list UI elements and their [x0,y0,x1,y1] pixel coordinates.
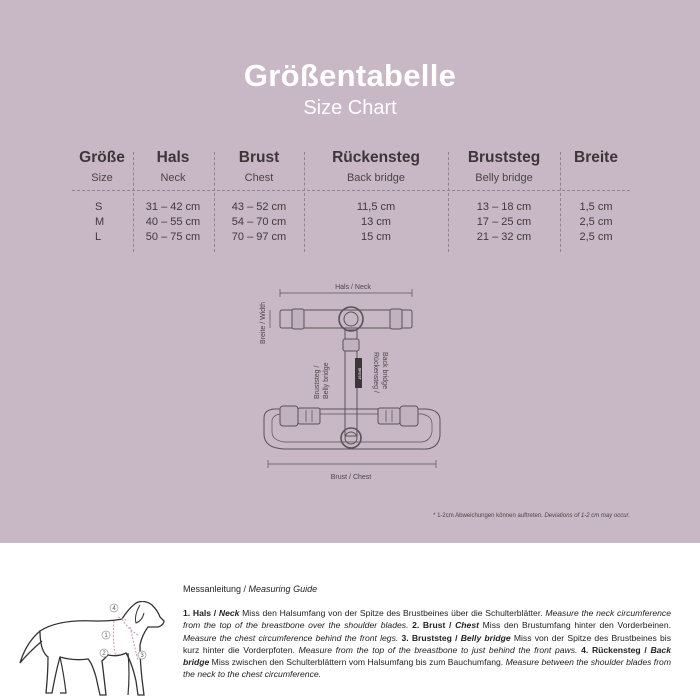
page-title: Größentabelle [243,58,457,93]
table-cell: 2,5 cm [579,231,613,243]
column-header-de: Brust [238,149,280,166]
column-header-en: Chest [244,172,274,184]
guide-step-label: Chest [455,620,479,631]
column-header-de: Hals [156,149,190,166]
table-cell: 17 – 25 cm [476,216,532,228]
column-belly-bridge [450,148,558,245]
back-bridge-label-line1: Rückensteg / [372,352,379,393]
marker-4: 4 [112,606,116,613]
column-header-en: Size [91,172,113,184]
table-cell: 13 – 18 cm [476,201,532,213]
column-divider [214,152,215,252]
table-cell: S [95,201,103,213]
guide-step-en: Measure the neck circumference from the top of the breastbone over the shoulder blades. [183,608,671,631]
table-cell: 54 – 70 cm [231,216,287,228]
column-header-en: Back bridge [346,172,406,184]
guide-step-de: Miss von der Spitze des Brustbeines bis kurz hinter die Vorderpfoten. [183,632,671,655]
guide-step-label: Neck [218,608,240,618]
harness-tag-text: BRUST [357,368,362,380]
table-cell: 31 – 42 cm [145,201,201,213]
deviation-note-de: * 1-2cm Abweichungen können auftreten. [433,513,543,519]
column-width [562,148,630,245]
table-cell: 15 cm [361,231,391,243]
back-bridge-label-line2: Back bridge [381,352,388,389]
column-header-de: Rückensteg [332,149,420,166]
marker-1: 1 [104,633,108,640]
table-cell: L [95,231,102,243]
marker-3: 3 [140,653,144,660]
table-header-divider [72,190,630,191]
table-cell: 2,5 cm [579,216,613,228]
width-dimension-label: Breite / Width [260,301,267,344]
measuring-guide-section [0,543,700,700]
deviation-note [433,513,630,519]
belly-bridge-label-line2: Belly bridge [323,362,330,399]
guide-step-en: Measure between the shoulder blades from the neck to the chest circumference. [183,657,671,680]
column-neck [134,148,212,245]
table-cell: 11,5 cm [356,201,396,213]
guide-step-number: 4. Rückensteg / [577,644,651,655]
table-cell: 40 – 55 cm [145,216,201,228]
column-header-de: Bruststeg [467,149,541,166]
table-cell: 43 – 52 cm [231,201,287,213]
column-header-en: Belly bridge [475,172,533,184]
column-divider [560,152,561,252]
column-divider [304,152,305,252]
marker-2: 2 [102,651,106,658]
guide-step-label: Back bridge [183,644,671,668]
guide-step-de: Miss den Halsumfang von der Spitze des Brustbeines über die Schulterblätter. [239,608,546,618]
guide-step-number: 2. Brust / [408,620,456,631]
guide-step-label: Belly bridge [460,632,511,643]
guide-step-en: Measure the chest circumference behind the front legs. [183,632,399,643]
harness-diagram [250,282,460,487]
column-size [72,148,132,245]
table-cell: 70 – 97 cm [231,231,287,243]
column-divider [133,152,134,252]
column-chest [216,148,302,245]
table-cell: 1,5 cm [579,201,613,213]
column-header-de: Breite [574,149,618,166]
belly-bridge-label-line1: Bruststeg / [314,365,321,399]
measuring-guide-text [183,607,671,681]
size-table [0,148,700,258]
neck-dimension-label: Hals / Neck [335,284,371,291]
column-back-bridge [306,148,446,245]
column-divider [448,152,449,252]
table-cell: 13 cm [361,216,391,228]
table-cell: 50 – 75 cm [145,231,201,243]
guide-step-number: 1. Hals / [183,608,219,618]
guide-step-de: Miss den Brustumfang hinter den Vorderbeinen. [478,620,671,631]
guide-step-de: Miss zwischen den Schulterblättern vom Halsumfang bis zum Bauchumfang. [209,657,506,668]
dog-illustration [18,601,168,697]
page-subtitle: Size Chart [303,97,397,119]
chest-dimension-label: Brust / Chest [330,474,372,481]
column-header-en [562,169,630,187]
measuring-guide-title: Messanleitung / Measuring Guide [183,584,318,594]
table-cell: M [95,216,105,228]
column-header-en: Neck [160,172,186,184]
table-cell: 21 – 32 cm [476,231,532,243]
column-header-de: Größe [79,149,125,166]
guide-step-en: Measure from the top of the breastbone to just behind the front paws. [298,644,578,655]
deviation-note-en: Deviations of 1-2 cm may occur. [544,513,630,519]
guide-step-number: 3. Bruststeg / [398,632,461,643]
